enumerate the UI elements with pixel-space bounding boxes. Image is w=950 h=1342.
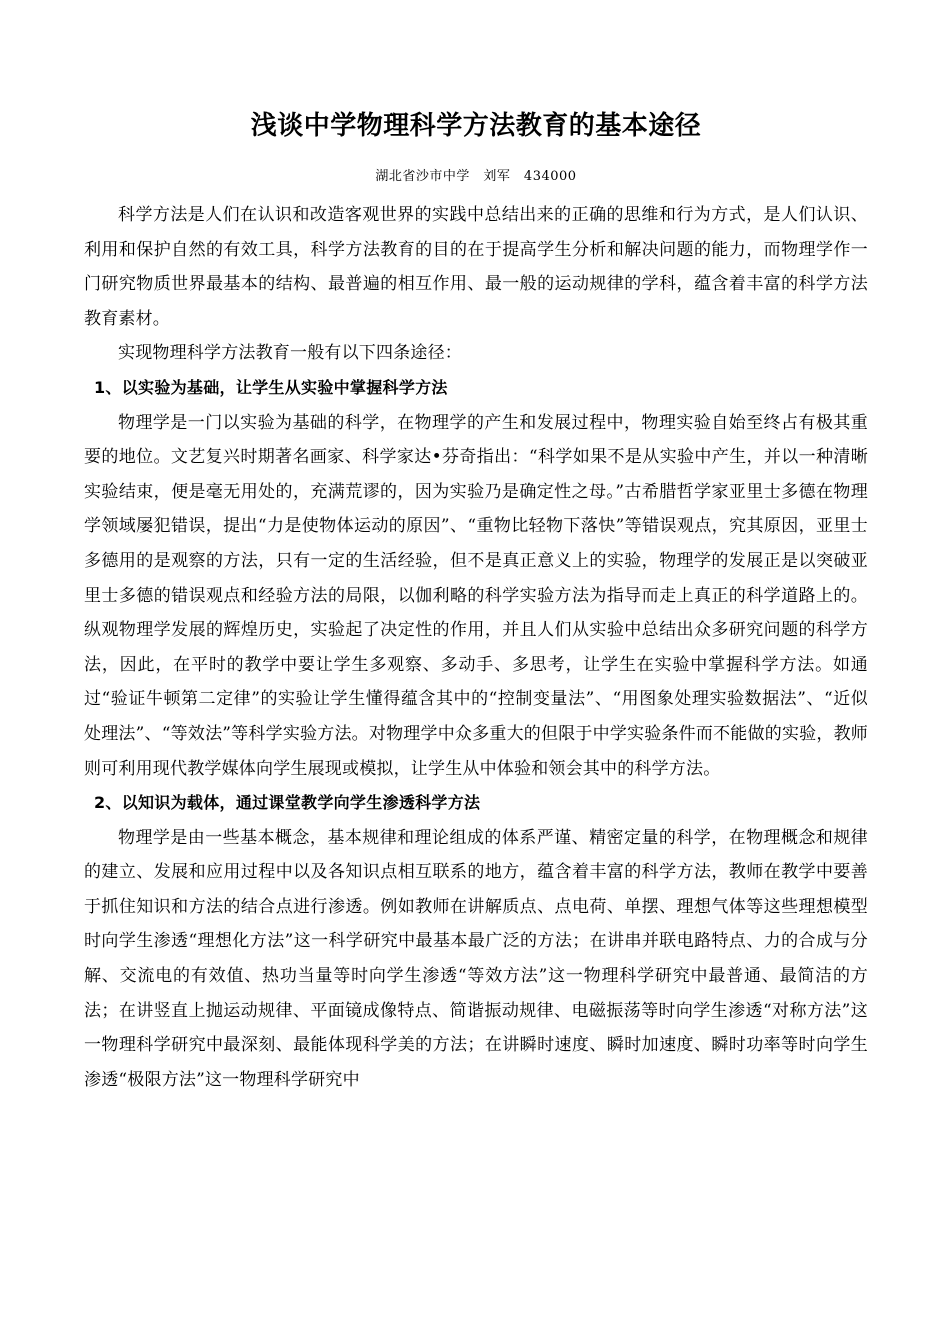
document-body	[84, 198, 868, 1097]
document-page	[84, 0, 868, 1342]
section-1-heading: 1、以实验为基础，让学生从实验中掌握科学方法	[94, 377, 448, 397]
section-2-paragraph: 物理学是由一些基本概念，基本规律和理论组成的体系严谨、精密定量的科学，在物理概念和规律的建立、发展和应用过程中以及各知识点相互联系的地方，蕴含着丰富的科学方法，教师在教学中要善于抓住知识和方法的结合点进行渗透。例如教师在讲解质点、点电荷、单摆、理想气体等这些理想模型时向学生渗透“理想化方法”这一科学研究中最基本最广泛的方法；在讲串并联电路特点、力的合成与分解、交流电的有效值、热功当量等时向学生渗透“等效方法”这一物理科学研究中最普通、最简洁的方法；在讲竖直上抛运动规律、平面镜成像特点、简谐振动规律、电磁振荡等时向学生渗透“对称方法”这一物理科学研究中最深刻、最能体现科学美的方法；在讲瞬时速度、瞬时加速度、瞬时功率等时向学生渗透“极限方法”这一物理科学研究中	[84, 827, 868, 1090]
intro-paragraph: 科学方法是人们在认识和改造客观世界的实践中总结出来的正确的思维和行为方式，是人们认识、利用和保护自然的有效工具，科学方法教育的目的在于提高学生分析和解决问题的能力，而物理学作一门研究物质世界最基本的结构、最普遍的相互作用、最一般的运动规律的学科，蕴含着丰富的科学方法教育素材。	[84, 205, 868, 329]
section-2-heading: 2、以知识为载体，通过课堂教学向学生渗透科学方法	[94, 793, 481, 813]
document-title: 浅谈中学物理科学方法教育的基本途径	[250, 111, 702, 141]
lead-in-paragraph: 实现物理科学方法教育一般有以下四条途径：	[118, 343, 462, 364]
section-1-paragraph: 物理学是一门以实验为基础的科学，在物理学的产生和发展过程中，物理实验自始至终占有极其重要的地位。文艺复兴时期著名画家、科学家达•芬奇指出：“科学如果不是从实验中产生，并以一种清晰实验结束，便是毫无用处的，充满荒谬的，因为实验乃是确定性之母。”古希腊哲学家亚里士多德在物理学领域屡犯错误，提出“力是使物体运动的原因”、“重物比轻物下落快”等错误观点，究其原因，亚里士多德用的是观察的方法，只有一定的生活经验，但不是真正意义上的实验，物理学的发展正是以突破亚里士多德的错误观点和经验方法的局限，以伽利略的科学实验方法为指导而走上真正的科学道路上的。纵观物理学发展的辉煌历史，实验起了决定性的作用，并且人们从实验中总结出众多研究问题的科学方法，因此，在平时的教学中要让学生多观察、多动手、多思考，让学生在实验中掌握科学方法。如通过“验证牛顿第二定律”的实验让学生懂得蕴含其中的“控制变量法”、“用图象处理实验数据法”、“近似处理法”、“等效法”等科学实验方法。对物理学中众多重大的但限于中学实验条件而不能做的实验，教师则可利用现代教学媒体向学生展现或模拟，让学生从中体验和领会其中的科学方法。	[84, 412, 868, 779]
author-byline: 湖北省沙市中学 刘军 434000	[375, 169, 577, 184]
